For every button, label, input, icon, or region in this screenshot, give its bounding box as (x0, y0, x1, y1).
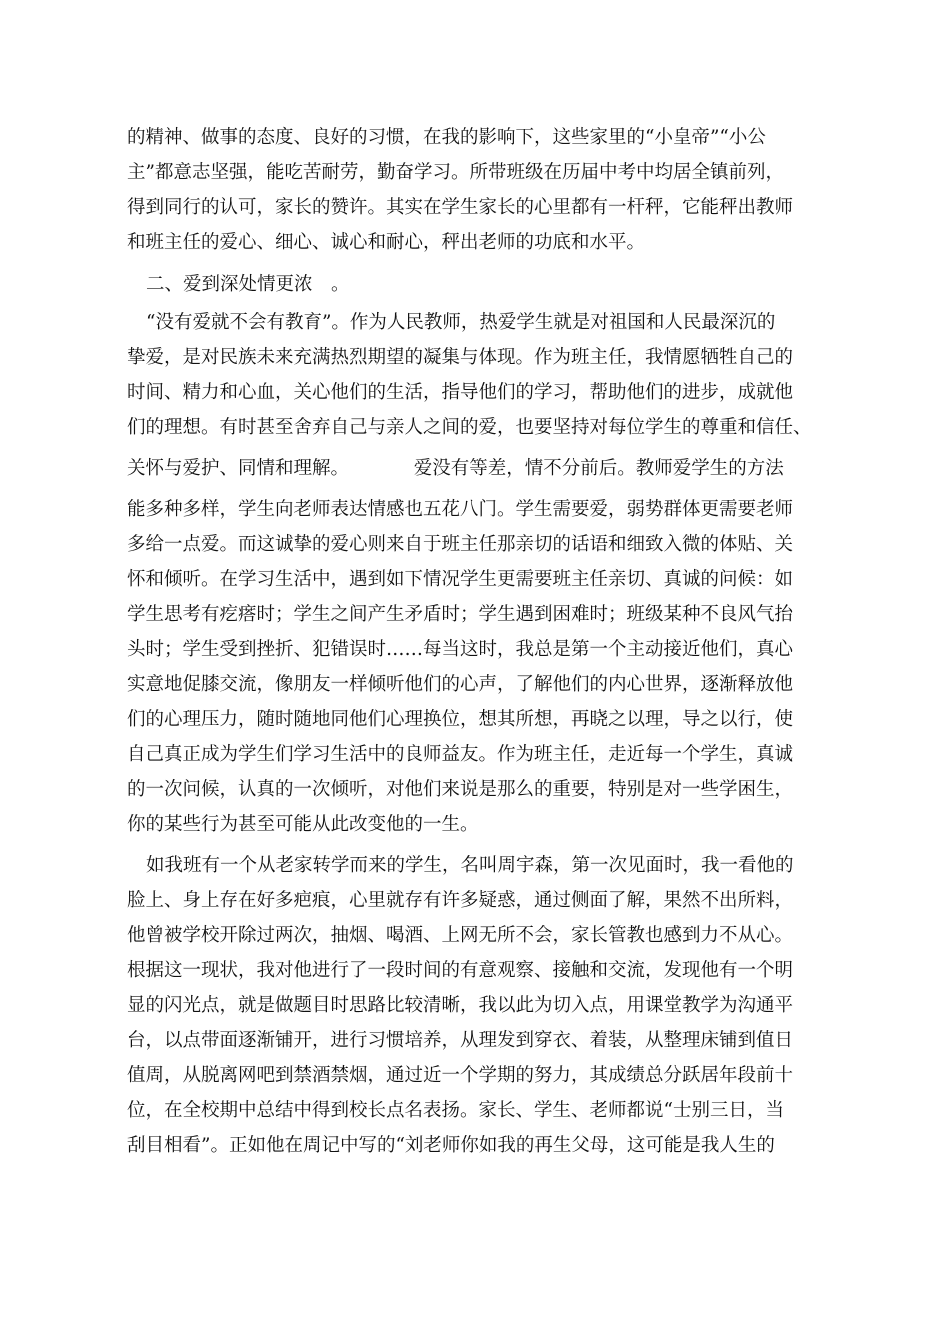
text-line: 实意地促膝交流，像朋友一样倾听他们的心声，了解他们的内心世界，逐渐释放他 (127, 674, 794, 695)
text-line: 时间、精力和心血，关心他们的生活，指导他们的学习，帮助他们的进步，成就他 (127, 382, 794, 403)
text-line: 头时；学生受到挫折、犯错误时……每当这时，我总是第一个主动接近他们，真心 (127, 639, 794, 660)
text-line: 能多种多样，学生向老师表达情感也五花八门。学生需要爱，弱势群体更需要老师 (127, 499, 794, 520)
text-line: 刮目相看”。正如他在周记中写的“刘老师你如我的再生父母，这可能是我人生的 (127, 1135, 775, 1156)
text-line: 如我班有一个从老家转学而来的学生，名叫周宇森，第一次见面时，我一看他的 (146, 855, 794, 876)
text-line: 显的闪光点，就是做题目时思路比较清晰，我以此为切入点，用课堂教学为沟通平 (127, 995, 794, 1016)
text-line: 脸上、身上存在好多疤痕，心里就存有许多疑惑，通过侧面了解，果然不出所料， (127, 890, 794, 911)
text-line: 怀和倾听。在学习生活中，遇到如下情况学生更需要班主任亲切、真诚的问候：如 (127, 569, 794, 590)
text-line: 的一次问候，认真的一次倾听，对他们来说是那么的重要，特别是对一些学困生， (127, 779, 794, 800)
text-line: 他曾被学校开除过两次，抽烟、喝酒、上网无所不会，家长管教也感到力不从心。 (127, 925, 794, 946)
text-line: 根据这一现状，我对他进行了一段时间的有意观察、接触和交流，发现他有一个明 (127, 960, 794, 981)
text-line: 学生思考有疙瘩时；学生之间产生矛盾时；学生遇到困难时；班级某种不良风气抬 (127, 604, 794, 625)
text-line: 得到同行的认可，家长的赞许。其实在学生家长的心里都有一杆秤，它能秤出教师 (127, 197, 794, 218)
text-line: 挚爱，是对民族未来充满热烈期望的凝集与体现。作为班主任，我情愿牺牲自己的 (127, 347, 794, 368)
text-line: 位，在全校期中总结中得到校长点名表扬。家长、学生、老师都说“士别三日，当 (127, 1100, 784, 1121)
text-line: 们的心理压力，随时随地同他们心理换位，想其所想，再晓之以理，导之以行，使 (127, 709, 794, 730)
text-line: 台，以点带面逐渐铺开，进行习惯培养，从理发到穿衣、着装，从整理床铺到值日 (127, 1030, 794, 1051)
text-line: 多给一点爱。而这诚挚的爱心则来自于班主任那亲切的话语和细致入微的体贴、关 (127, 534, 794, 555)
text-line: 你的某些行为甚至可能从此改变他的一生。 (127, 814, 479, 835)
text-line: 关怀与爱护、同情和理解。 爱没有等差，情不分前后。教师爱学生的方法 (127, 458, 784, 479)
text-line: 自己真正成为学生们学习生活中的良师益友。作为班主任，走近每一个学生，真诚 (127, 744, 794, 765)
text-line: “没有爱就不会有教育”。作为人民教师，热爱学生就是对祖国和人民最深沉的 (146, 312, 776, 333)
text-line: 的精神、做事的态度、良好的习惯，在我的影响下，这些家里的“小皇帝”“小公 (127, 127, 766, 148)
text-line: 们的理想。有时甚至舍弃自己与亲人之间的爱，也要坚持对每位学生的尊重和信任、 (127, 417, 812, 438)
text-line: 主”都意志坚强，能吃苦耐劳，勤奋学习。所带班级在历届中考中均居全镇前列， (127, 162, 784, 183)
section-heading: 二、爱到深处情更浓 。 (146, 274, 350, 295)
text-line: 和班主任的爱心、细心、诚心和耐心，秤出老师的功底和水平。 (127, 232, 646, 253)
text-line: 值周，从脱离网吧到禁酒禁烟，通过近一个学期的努力，其成绩总分跃居年段前十 (127, 1065, 794, 1086)
